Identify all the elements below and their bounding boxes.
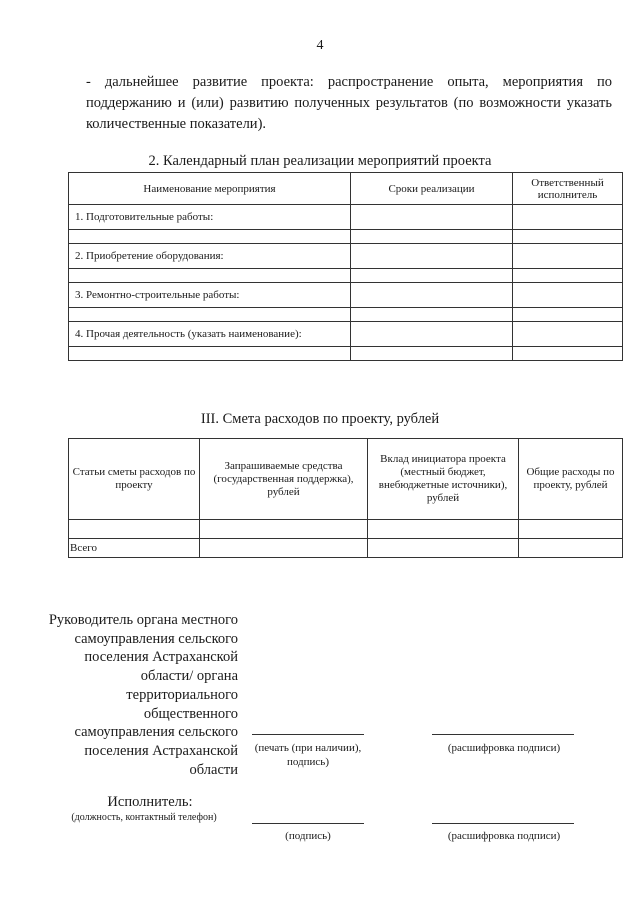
executor-note: (должность, контактный телефон) xyxy=(71,812,217,823)
header-budget-items: Статьи сметы расходов по проекту xyxy=(69,439,200,520)
decode-caption: (расшифровка подписи) xyxy=(447,742,561,754)
decode-signature-line xyxy=(432,734,574,735)
signature-caption: (подпись) xyxy=(285,830,331,842)
executor-signature-line xyxy=(252,823,364,824)
header-initiator-contribution: Вклад инициатора проекта (местный бюджет, внебюджетные источники), рублей xyxy=(368,439,519,520)
table-row xyxy=(69,347,623,361)
header-activity-name: Наименование мероприятия xyxy=(69,173,351,205)
header-responsible: Ответственный исполнитель xyxy=(513,173,623,205)
table-row xyxy=(69,308,623,322)
activity-equipment: 2. Приобретение оборудования: xyxy=(69,244,351,269)
table-row xyxy=(69,322,623,347)
table-row xyxy=(69,205,623,230)
table-row xyxy=(69,230,623,244)
section-3-title: III. Смета расходов по проекту, рублей xyxy=(200,411,440,427)
header-total-expenses: Общие расходы по проекту, рублей xyxy=(519,439,623,520)
total-label: Всего xyxy=(69,539,200,558)
stamp-signature-line xyxy=(252,734,364,735)
calendar-plan-table xyxy=(68,172,623,361)
table-row-total xyxy=(69,539,623,558)
activity-construction: 3. Ремонтно-строительные работы: xyxy=(69,283,351,308)
table-row xyxy=(69,244,623,269)
page-number: 4 xyxy=(316,38,324,53)
table-row xyxy=(69,283,623,308)
executor-title: Исполнитель: xyxy=(107,794,193,810)
stamp-caption: (печать (при наличии), подпись) xyxy=(254,742,362,768)
decode-caption-2: (расшифровка подписи) xyxy=(447,830,561,842)
section-2-title: 2. Календарный план реализации мероприятий проекта xyxy=(148,153,492,169)
head-of-authority-text: Руководитель органа местного самоуправления сельского поселения Астраханской области/ органа территориального общественного самоуправления сельского поселения Астраханской области xyxy=(48,612,238,778)
table-row xyxy=(69,269,623,283)
header-deadlines: Сроки реализации xyxy=(351,173,513,205)
activity-preparatory: 1. Подготовительные работы: xyxy=(69,205,351,230)
activity-other: 4. Прочая деятельность (указать наименование): xyxy=(69,322,351,347)
budget-table xyxy=(68,438,623,558)
table-header-row xyxy=(69,439,623,520)
table-row xyxy=(69,520,623,539)
intro-paragraph: - дальнейшее развитие проекта: распространение опыта, мероприятия по поддержанию и (или) развитию полученных результатов (по возможности указать количественные показатели). xyxy=(86,74,612,132)
header-requested-funds: Запрашиваемые средства (государственная поддержка), рублей xyxy=(200,439,368,520)
table-header-row xyxy=(69,173,623,205)
executor-decode-line xyxy=(432,823,574,824)
